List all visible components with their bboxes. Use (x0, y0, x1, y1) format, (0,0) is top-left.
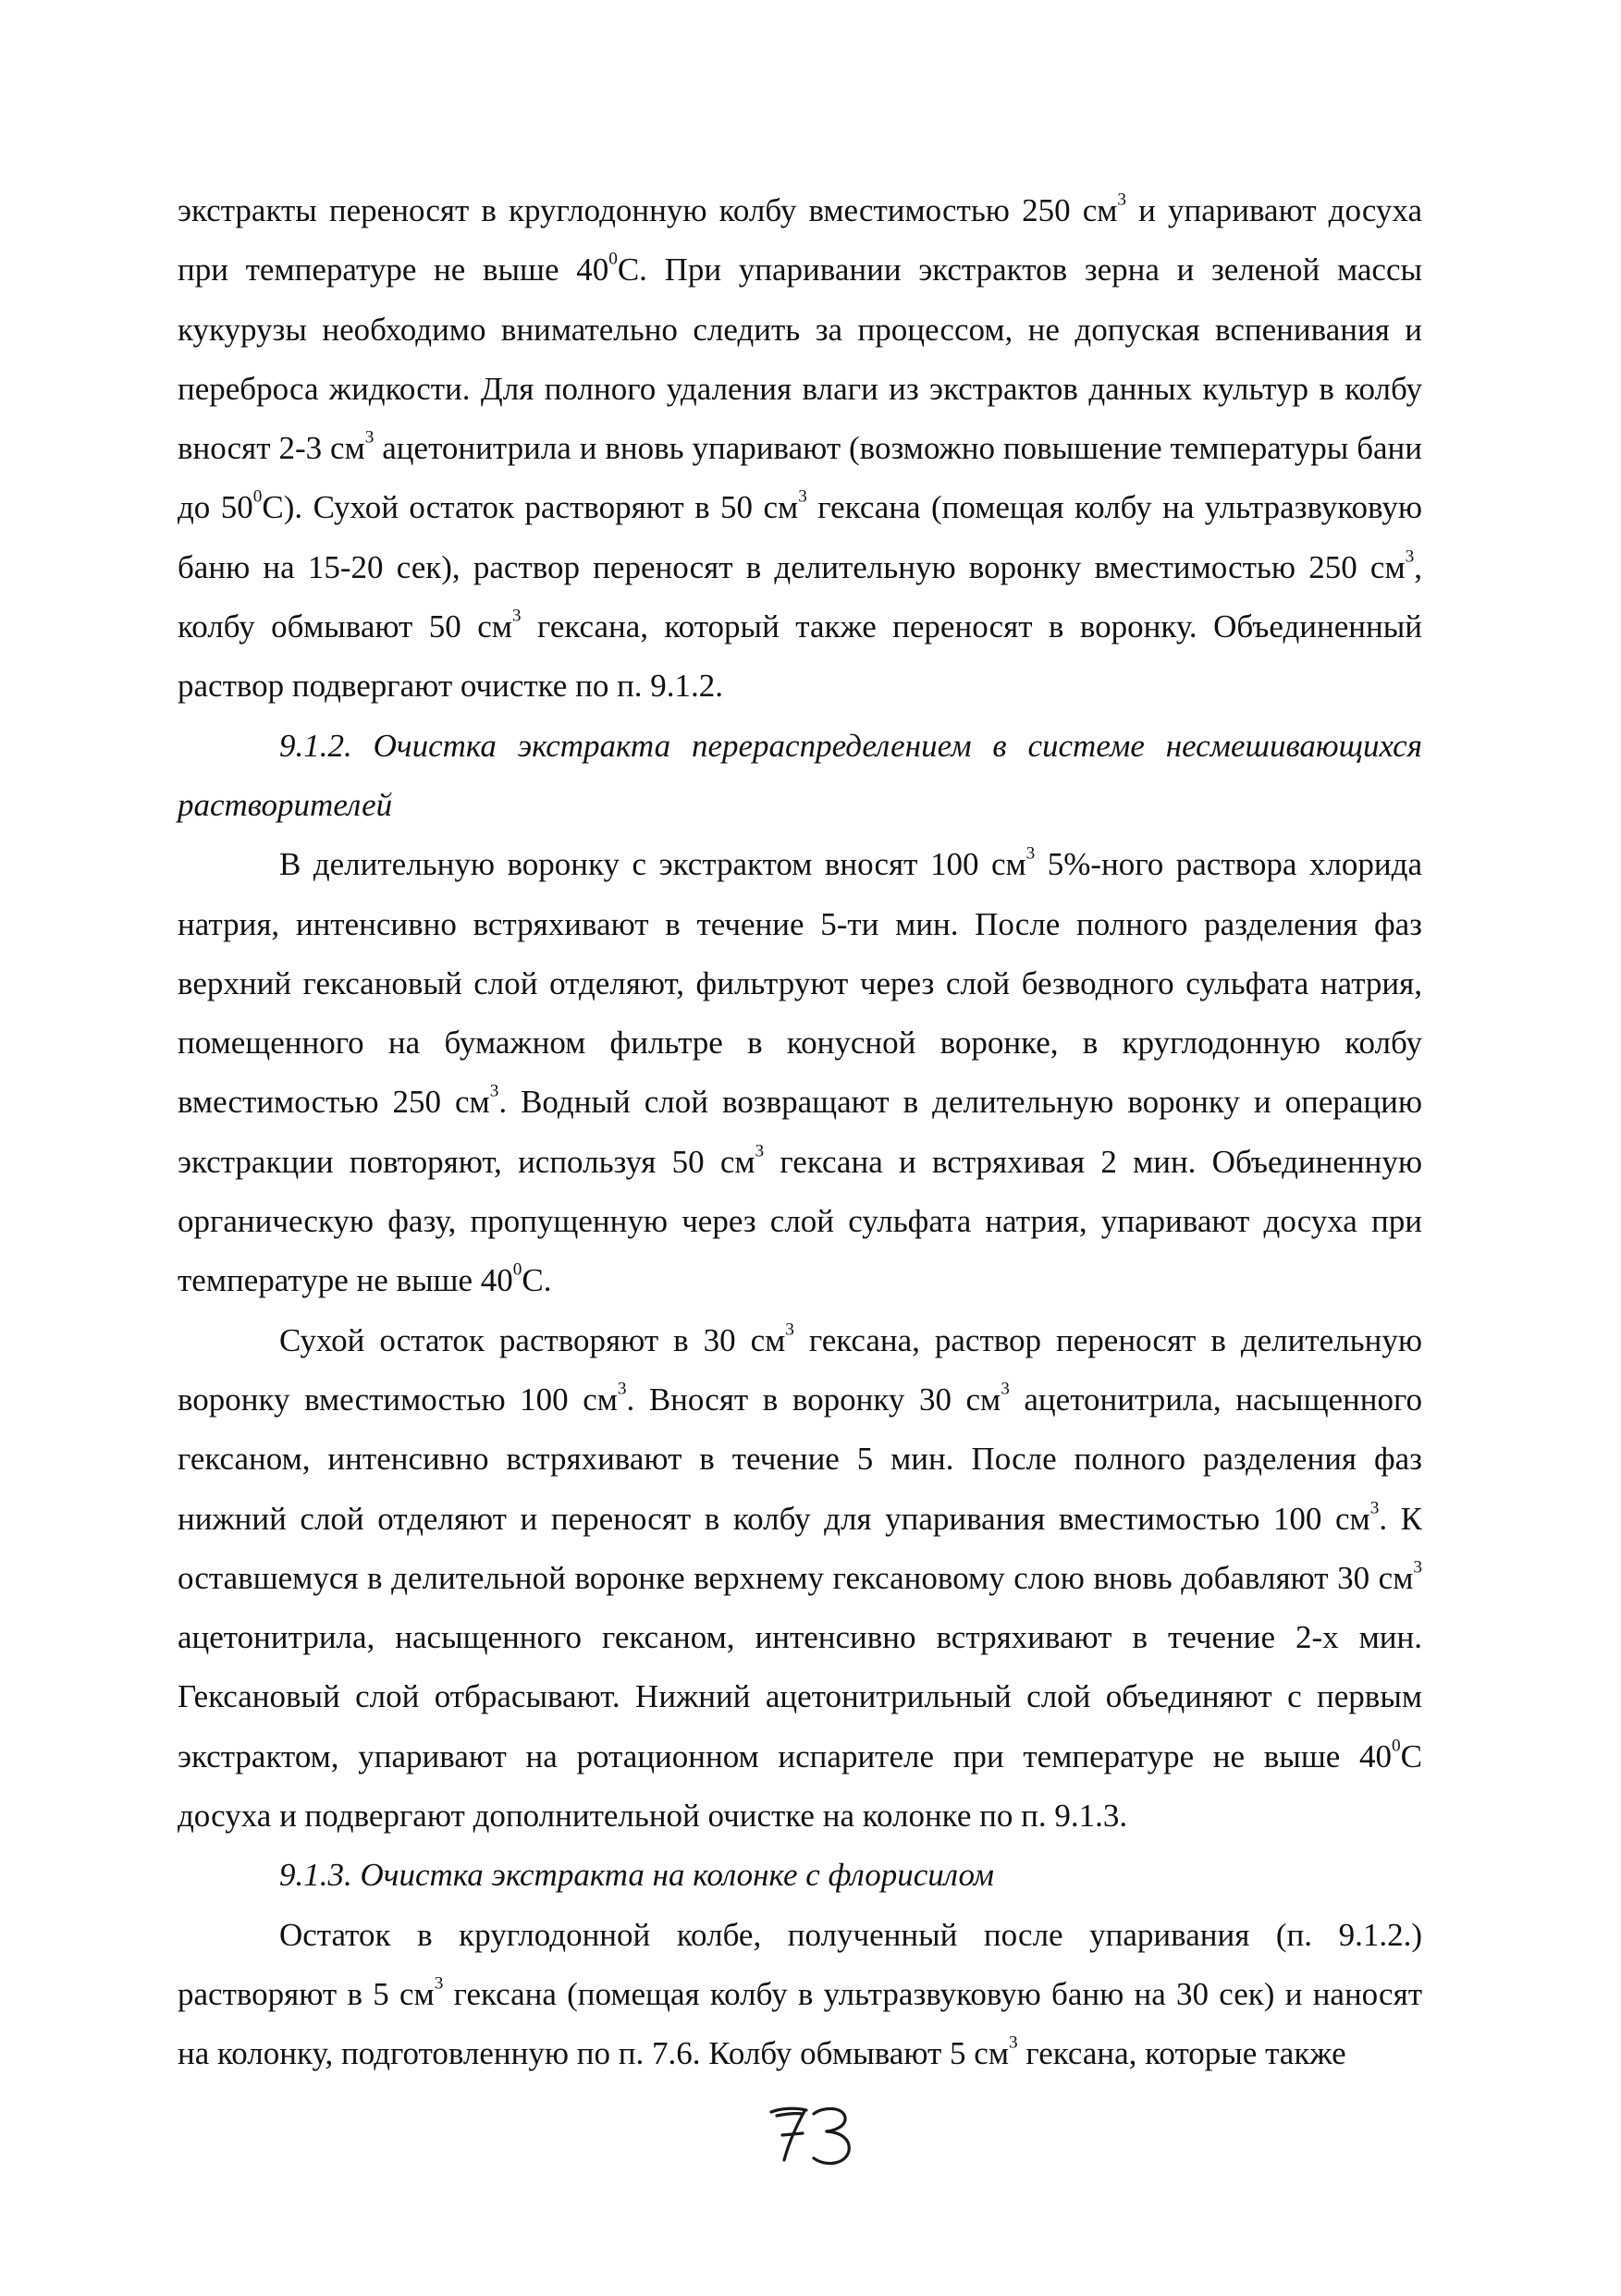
superscript: 3 (1117, 190, 1126, 210)
superscript: 0 (252, 487, 263, 508)
superscript: 3 (364, 427, 375, 448)
superscript: 0 (1392, 1736, 1401, 1756)
superscript: 3 (798, 487, 807, 508)
page-number (758, 2092, 869, 2175)
paragraph: Сухой остаток растворяют в 30 $см^3$ гексана, раствор переносят в делительную воронку вместимостью 100 $см^3$. Вносят в воронку 30 $см^3$ ацетонитрила, насыщенного гексаном, интенсивно встряхивают в течение 5 мин. После полного разделения фаз нижний слой отделяют и переносят в колбу для упаривания вместимостью 100 $см^3$. К оставшемуся в делительной воронке верхнему гексановому слою вновь добавляют 30 $см^3$ ацетонитрила, насыщенного гексаном, интенсивно встряхивают в течение 2-х мин. Гексановый слой отбрасывают. Нижний ацетонитрильный слой объединяют с первым экстрактом, упаривают на ротационном испарителе при температуре не выше $40^0С$ досуха и подвергают дополнительной очистке на колонке по п. 9.1.3. (178, 1320, 1422, 1835)
superscript: 3 (434, 1973, 444, 1994)
superscript: 3 (511, 606, 522, 626)
superscript: 3 (1008, 2032, 1018, 2053)
paragraph: экстракты переносят в круглодонную колбу вместимостью 250 $см^3$ и упаривают досуха при температуре не выше $40^0С$. При упаривании экстрактов зерна и зеленой массы кукурузы необходимо внимательно следить за процессом, не допуская вспенивания и переброса жидкости. Для полного удаления влаги из экстрактов данных культур в колбу вносят 2-3 $см^3$ ацетонитрила и вновь упаривают (возможно повышение температуры бани до $50^0С$). Сухой остаток растворяют в 50 $см^3$ гексана (помещая колбу на ультразвуковую баню на 15-20 сек), раствор переносят в делительную воронку вместимостью 250 $см^3$, колбу обмывают 50 $см^3$ гексана, который также переносят в воронку. Объединенный раствор подвергают очистке по п. 9.1.2. (178, 190, 1422, 705)
superscript: 3 (1413, 1557, 1422, 1578)
section-heading: 9.1.2. Очистка экстракта перераспределением в системе несмешивающихся растворителей (178, 727, 1422, 823)
section-heading: 9.1.3. Очистка экстракта на колонке с флорисилом (279, 1857, 994, 1894)
paragraph: В делительную воронку с экстрактом вносят 100 $см^3$ 5%-ного раствора хлорида натрия, интенсивно встряхивают в течение 5-ти мин. После полного разделения фаз верхний гексановый слой отделяют, фильтруют через слой безводного сульфата натрия, помещенного на бумажном фильтре в конусной воронке, в круглодонную колбу вместимостью 250 $см^3$. Водный слой возвращают в делительную воронку и операцию экстракции повторяют, используя 50 $см^3$ гексана и встряхивая 2 мин. Объединенную органическую фазу, пропущенную через слой сульфата натрия, упаривают досуха при температуре не выше $40^0С$. (178, 843, 1422, 1299)
body-text (178, 181, 1422, 2084)
superscript: 3 (1405, 546, 1415, 567)
paragraph: Остаток в круглодонной колбе, полученный после упаривания (п. 9.1.2.) растворяют в 5 $см^3$ гексана (помещая колбу в ультразвуковую баню на 30 сек) и наносят на колонку, подготовленную по п. 7.6. Колбу обмывают 5 $см^3$ гексана, которые также (178, 1916, 1422, 2072)
superscript: 3 (1369, 1498, 1380, 1518)
superscript: 3 (1001, 1379, 1010, 1399)
handwritten-page-number (758, 2092, 869, 2175)
superscript: 0 (608, 249, 618, 269)
superscript: 3 (785, 1320, 794, 1340)
superscript: 0 (512, 1260, 522, 1281)
superscript: 3 (1025, 843, 1036, 864)
superscript: 3 (617, 1379, 627, 1399)
superscript: 3 (489, 1082, 499, 1102)
superscript: 3 (755, 1141, 765, 1161)
